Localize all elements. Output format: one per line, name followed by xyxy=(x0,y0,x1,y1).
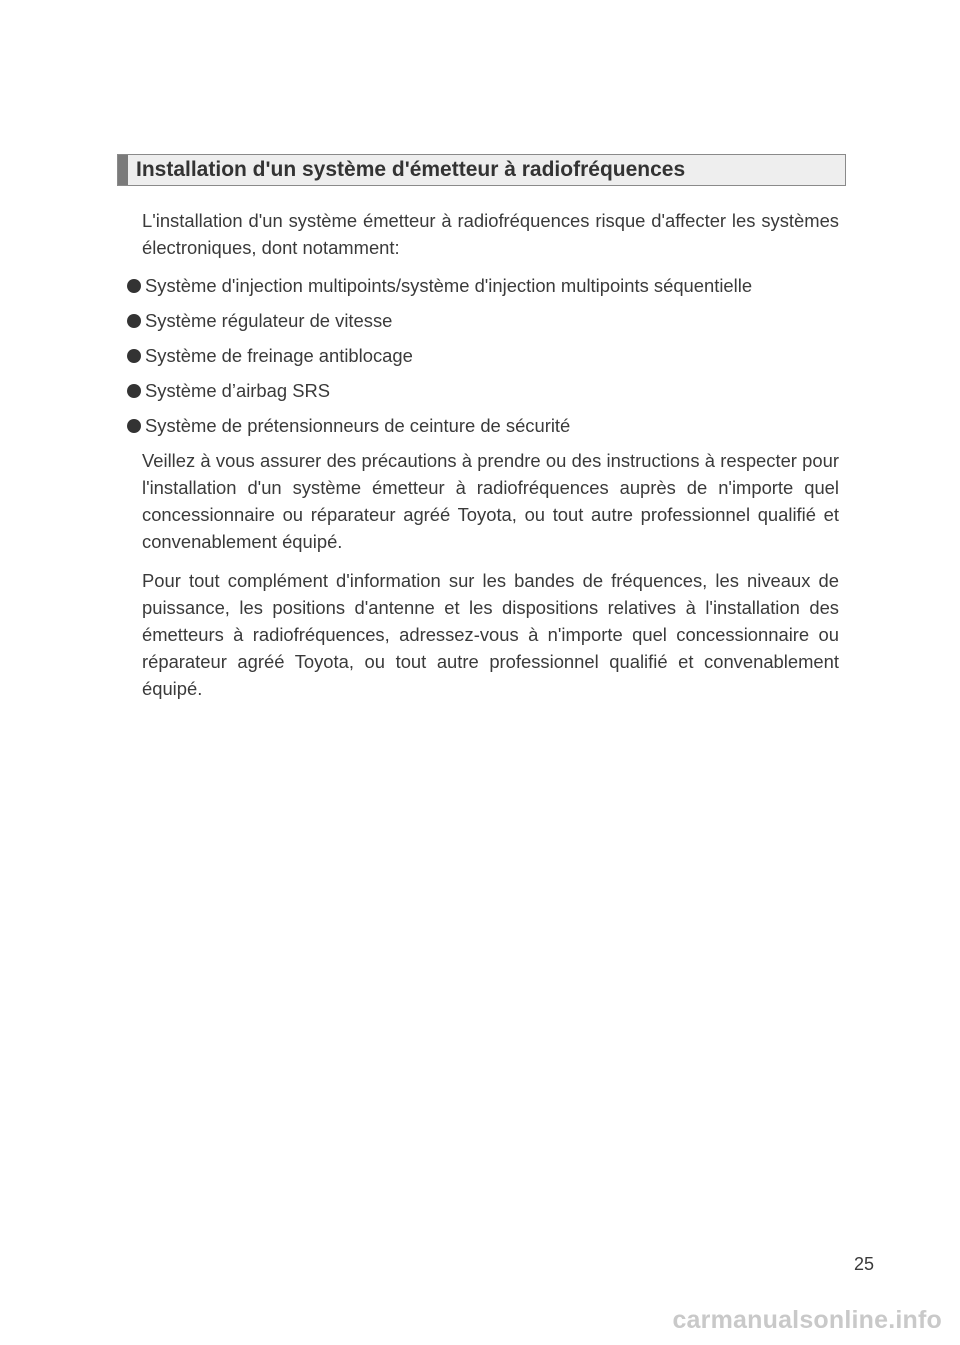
section-header xyxy=(117,154,846,186)
list-item xyxy=(127,272,847,307)
page-number: 25 xyxy=(854,1254,875,1274)
section-title: Installation d'un système d'émetteur à radiofréquences xyxy=(136,158,686,181)
list-item xyxy=(127,307,847,342)
list-item-text: Système de prétensionneurs de ceinture de sécurité xyxy=(145,415,571,436)
information-paragraph: Pour tout complément d'information sur les bandes de fréquences, les niveaux de puissance, les positions d'antenne et les dispositions relatives à l'installation des émetteurs à radiofréquences, adressez-vous à n'importe quel concessionnaire ou réparateur agréé Toyota, ou tout autre professionnel qualifié et convenablement équipé. xyxy=(142,570,839,699)
list-item-text: Système de freinage antiblocage xyxy=(145,345,413,366)
bullet-list xyxy=(127,272,847,447)
list-item xyxy=(127,342,847,377)
precautions-paragraph: Veillez à vous assurer des précautions à prendre ou des instructions à respecter pour l'installation d'un système émetteur à radiofréquences auprès de n'importe quel concessionnaire ou réparateur agréé Toyota, ou tout autre professionnel qualifié et convenablement équipé. xyxy=(142,450,839,552)
section-header-bar xyxy=(118,155,128,185)
bullet-dot-icon xyxy=(127,384,141,398)
intro-paragraph: L'installation d'un système émetteur à radiofréquences risque d'affecter les systèmes électroniques, dont notamment: xyxy=(142,210,839,258)
bullet-dot-icon xyxy=(127,314,141,328)
bullet-dot-icon xyxy=(127,349,141,363)
list-item-text: Système régulateur de vitesse xyxy=(145,310,393,331)
list-item xyxy=(127,377,847,412)
watermark: carmanualsonline.info xyxy=(672,1306,942,1334)
list-item-text: Système d’airbag SRS xyxy=(145,380,331,401)
list-item-text: Système d'injection multipoints/système d'injection multipoints séquentielle xyxy=(145,275,753,296)
bullet-dot-icon xyxy=(127,279,141,293)
bullet-dot-icon xyxy=(127,419,141,433)
list-item xyxy=(127,412,847,447)
